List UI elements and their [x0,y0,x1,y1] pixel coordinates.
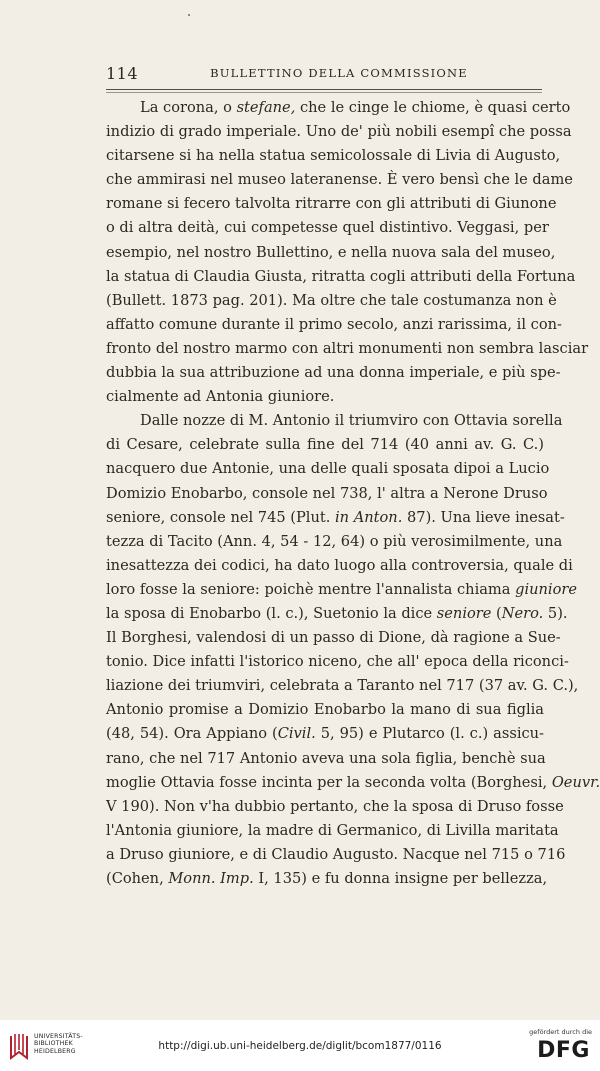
text-line [106,722,544,746]
text-line [106,289,557,313]
text-line [106,168,573,192]
text-segment: o di altra deità, cui competesse quel distintivo. Veggasi, per [106,219,549,237]
text-line [106,578,577,602]
text-segment: a Druso giuniore, e di Claudio Augusto. Nacque nel 715 o 716 [106,845,566,863]
text-segment: ( [491,604,502,622]
text-segment: Domizio Enobarbo, console nel 738, l' altra a Nerone Druso [106,484,548,502]
text-segment: I, 135) e fu donna insigne per bellezza, [253,870,548,887]
text-segment: dubbia la sua attribuzione ad una donna imperiale, e più spe- [106,364,561,382]
text-segment: esempio, nel nostro Bullettino, e nella nuova sala del museo, [106,243,556,261]
library-name-line-3: HEIDELBERG [34,1047,76,1055]
running-title: BULLETTINO DELLA COMMISSIONE [210,66,468,80]
text-segment: indizio di grado imperiale. Uno de' più nobili esempî che possa [106,123,572,141]
text-line [106,482,548,506]
text-line [106,457,550,481]
text-line [106,674,579,698]
text-line [106,241,556,265]
text-segment: di Cesare, celebrate sulla fine del 714 (40 anni av. G. C.) [106,436,544,454]
text-line [106,650,569,674]
text-line [106,843,566,867]
text-line [106,385,544,409]
text-segment: Nero. [501,604,544,622]
text-segment: 87). Una lieve inesat- [402,508,565,526]
text-segment: moglie Ottavia fosse incinta per la seconda volta (Borghesi, [106,773,552,791]
page-header [106,64,542,86]
text-line [106,313,562,337]
text-segment: (48, 54). Ora Appiano ( [106,725,278,743]
header-rule [106,89,542,93]
text-segment: Antonio promise a Domizio Enobarbo la mano di sua figlia [106,701,544,719]
text-segment: La corona, o [140,99,237,116]
text-segment: tonio. Dice infatti l'istorico niceno, che all' epoca della riconci- [106,653,569,671]
text-segment: giuniore [515,580,577,598]
text-line [106,771,600,795]
text-line [106,602,568,626]
text-segment: che le cinge le chiome, è quasi certo [295,99,571,116]
text-segment: 5). [543,604,568,622]
text-segment: romane si fecero talvolta ritrarre con gli attributi di Giunone [106,195,557,213]
text-segment: tezza di Tacito (Ann. 4, 54 - 12, 64) o più verosimilmente, una [106,532,563,550]
text-line [106,337,589,361]
funding-note: gefördert durch die [529,1028,592,1036]
text-line [106,626,561,650]
text-line [106,265,576,289]
text-line [106,96,571,120]
text-line [106,409,563,433]
text-segment: Il Borghesi, valendosi di un passo di Dione, dà ragione a Sue- [106,629,561,647]
text-segment: Oeuvr. [551,773,600,791]
text-segment: seniore, console nel 745 (Plut. [106,508,336,526]
text-segment: (Cohen, [106,870,169,887]
text-line [106,506,565,530]
text-line [106,530,563,554]
text-line [106,216,549,240]
text-segment: 5, 95) e Plutarco (l. c.) assicu- [315,725,544,743]
text-segment: (Bullett. 1873 pag. 201). Ma oltre che tale costumanza non è [106,291,557,309]
permalink-url[interactable]: http://digi.ub.uni-heidelberg.de/diglit/bcom1877/0116 [158,1040,442,1052]
text-segment: Civil. [277,725,316,743]
library-name-line-1: UNIVERSITÄTS- [34,1033,83,1040]
text-segment: cialmente ad Antonia giuniore. [106,388,335,406]
text-segment: che ammirasi nel museo lateranense. È vero bensì che le dame [106,171,573,189]
footer-bar [0,1020,600,1071]
text-segment: inesattezza dei codici, ha dato luogo alla controversia, quale di [106,556,573,574]
text-segment: l'Antonia giuniore, la madre di Germanico, di Livilla maritata [106,821,559,839]
text-segment: in Anton. [335,508,403,526]
text-line [106,698,544,722]
dfg-logo[interactable]: DFG [537,1038,590,1063]
text-line [106,747,544,771]
text-line [106,795,564,819]
text-line [106,144,561,168]
text-segment: la sposa di Enobarbo (l. c.), Suetonio la dice [106,604,437,622]
text-segment: seniore [436,604,492,622]
text-segment: Monn. Imp. [168,870,254,887]
scan-speck [188,14,190,16]
text-line [106,867,548,891]
library-name-line-2: BIBLIOTHEK [34,1040,73,1048]
text-segment: liazione dei triumviri, celebrata a Taranto nel 717 (37 av. G. C.), [106,677,579,695]
text-segment: nacquero due Antonie, una delle quali sposata dipoi a Lucio [106,460,550,478]
text-segment: affatto comune durante il primo secolo, anzi rarissima, il con- [106,315,562,333]
text-line [106,433,544,457]
text-segment: rano, che nel 717 Antonio aveva una sola figlia, benchè sua [106,749,546,767]
text-line [106,120,572,144]
text-segment: fronto del nostro marmo con altri monumenti non sembra lasciar [106,339,589,357]
text-segment: la statua di Claudia Giusta, ritratta cogli attributi della Fortuna [106,267,576,285]
text-segment: Dalle nozze di M. Antonio il triumviro con Ottavia sorella [140,412,563,430]
text-line [106,819,559,843]
text-segment: V 190). Non v'ha dubbio pertanto, che la sposa di Druso fosse [106,797,564,815]
text-segment: stefane, [236,99,296,116]
text-line [106,192,557,216]
body-text [106,96,600,891]
text-segment: citarsene si ha nella statua semicolossale di Livia di Augusto, [106,147,561,165]
text-segment: loro fosse la seniore: poichè mentre l'annalista chiama [106,580,516,598]
page-number: 114 [106,64,139,83]
text-line [106,361,561,385]
text-line [106,554,573,578]
